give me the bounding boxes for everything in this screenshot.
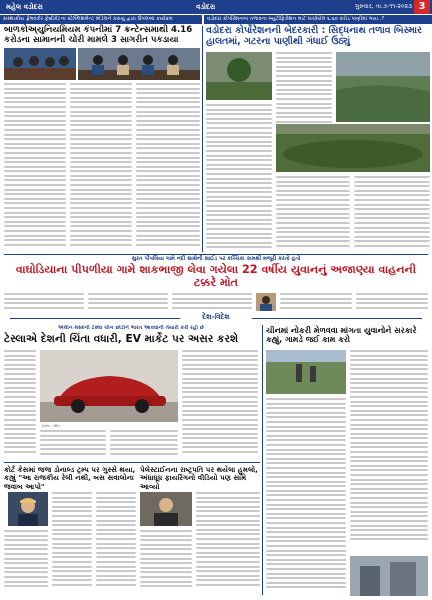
masthead [0,0,432,14]
article7-headline: પેલેસ્ટાઈનના રાષ્ટ્રપતિ પર થયેલા હુમલો, અંધાધૂધ ફાયરિંગનો વીડિયો પણ સામે આવ્યો [140,465,258,491]
article2-photo-small [206,52,272,100]
article3-kicker: સુરત પીપલિયા ગામે નદી સાથેની સાઈડ પર કચ્ચિકા કામથી મજૂરી કરતો હતો [131,256,301,262]
article2-photo-lake [336,52,430,122]
column-rule-top [202,26,203,252]
article5-body-col2 [350,350,428,550]
article4-body-col2 [40,430,106,460]
article6-body-col0 [4,530,48,592]
article3-body-col2 [88,293,168,311]
article2-body-col4 [354,176,430,254]
article6-photo [8,492,48,526]
article4-body-col1 [4,350,36,460]
article3-body-col5 [356,293,428,311]
article5-headline: ચીનમાં નોકરી મેળવવા માંગતા યુવાનોને સરકારે કહ્યું, ગામડે જઈ કામ કરો [266,326,417,345]
article2-photo-pond [276,124,430,172]
officers-photo-icon [78,48,200,80]
president-photo-icon [140,492,192,526]
field-photo-icon [266,350,346,394]
article3-headline: વાઘોડિયાના પીપળીયા ગામે શાકભાજી લેવા ગયેલા 22 વર્ષીય યુવાનનું અજાણ્યા વાહનની ટક્કરે મોત [15,263,417,289]
car-photo-icon [40,350,178,422]
lake-photo-icon [336,52,430,122]
article4-headline: ટેસ્લાએ દેશની ચિંતા વધારી, EV માર્કેટ પર અસર કરશે [4,333,239,345]
article1-photo-left [4,48,76,80]
article1-photo-right [78,48,200,80]
article4-body-col4 [182,350,258,460]
article6-headline: કોર્ટ કેસમાં જજ ડોનાલ્ડ ટ્રમ્પ પર ગુસ્સે થયા, કહ્યું "આ રાજકીય રેલી નથી, બસ સવાલોના જવાબ આપો" [4,465,136,491]
top-strip-right: વડોદરા કોર્પોરેશનના તળાવના બ્યુટીફિકેશન માટે ખર્ચાયેલ ૬.૬૦ કરોડ પાણીમાં ગયા..? [204,15,432,24]
article2-body-col3 [276,176,350,254]
edition-name: મહેલ વડોદરા [6,2,43,11]
article3-body-col1 [4,293,84,311]
article7-photo [140,492,192,526]
column-rule [262,325,263,595]
article7-body-col2 [196,492,260,592]
tree-photo-icon [206,52,272,100]
divider-2 [4,462,260,463]
portrait-photo-icon [256,293,276,311]
article4-body-col3 [110,430,178,460]
article6-body-col2 [96,492,136,592]
people-photo-icon [4,48,76,80]
section-header: દેશ-વિદેશ [0,313,432,323]
article2-headline: વડોદરા કોર્પોરેશનની બેદરકારી : સિદ્ધનાથ તળાવ બિસ્માર હાલતમાં, ગટરના પાણીથી ગંધાઈ ઉઠ્યું [206,25,422,47]
page-number: 3 [414,0,430,14]
tesla-caption: ટેસ્લા - ચીન [42,424,60,428]
pond-photo-icon [276,124,430,172]
article1-body-col2 [70,83,132,253]
building-photo-icon [350,556,428,596]
date: ગુરુવાર, તા.૭-૧૧-૨૦૨૩ [354,3,412,10]
article3-body-col4 [280,293,352,311]
article5-photo-bottom [350,556,428,596]
article2-body-col1 [206,104,272,254]
article5-body-col1 [266,398,346,596]
article3-body-col3 [172,293,252,311]
article1-body-col3 [136,83,200,253]
city-name: વડોદરા [196,2,216,11]
article6-body-col1 [52,492,92,592]
top-strip-left: સંસ્થાકીય ફ્રેમવર્કર ફેબ્રીકેટના સ્ટેબ્લિશમેન્ટ મોડેલને કરાયું દ્વારા ઉપલબ્ધ કાર્યક્રમ [0,15,202,24]
article1-headline: બાળકોઅ્યુનિયમિયમ કંપનીમાં 7 ક્રન્ટેન્સમાથી 4.16 કરોડના સામાનની ચોરી મામલે 3 સાગરીત પકડાયા [4,25,193,45]
article4-kicker: એલોન મસ્કની ટેસ્લા ચીન છોડીને ભારત આવવાની તૈયારી કરી રહી છે [58,325,204,331]
article5-photo [266,350,346,394]
trump-photo-icon [8,492,48,526]
article3-portrait [256,293,276,311]
article7-body-col1 [140,530,192,592]
article4-photo-tesla [40,350,178,422]
article1-body-col1 [4,83,66,253]
